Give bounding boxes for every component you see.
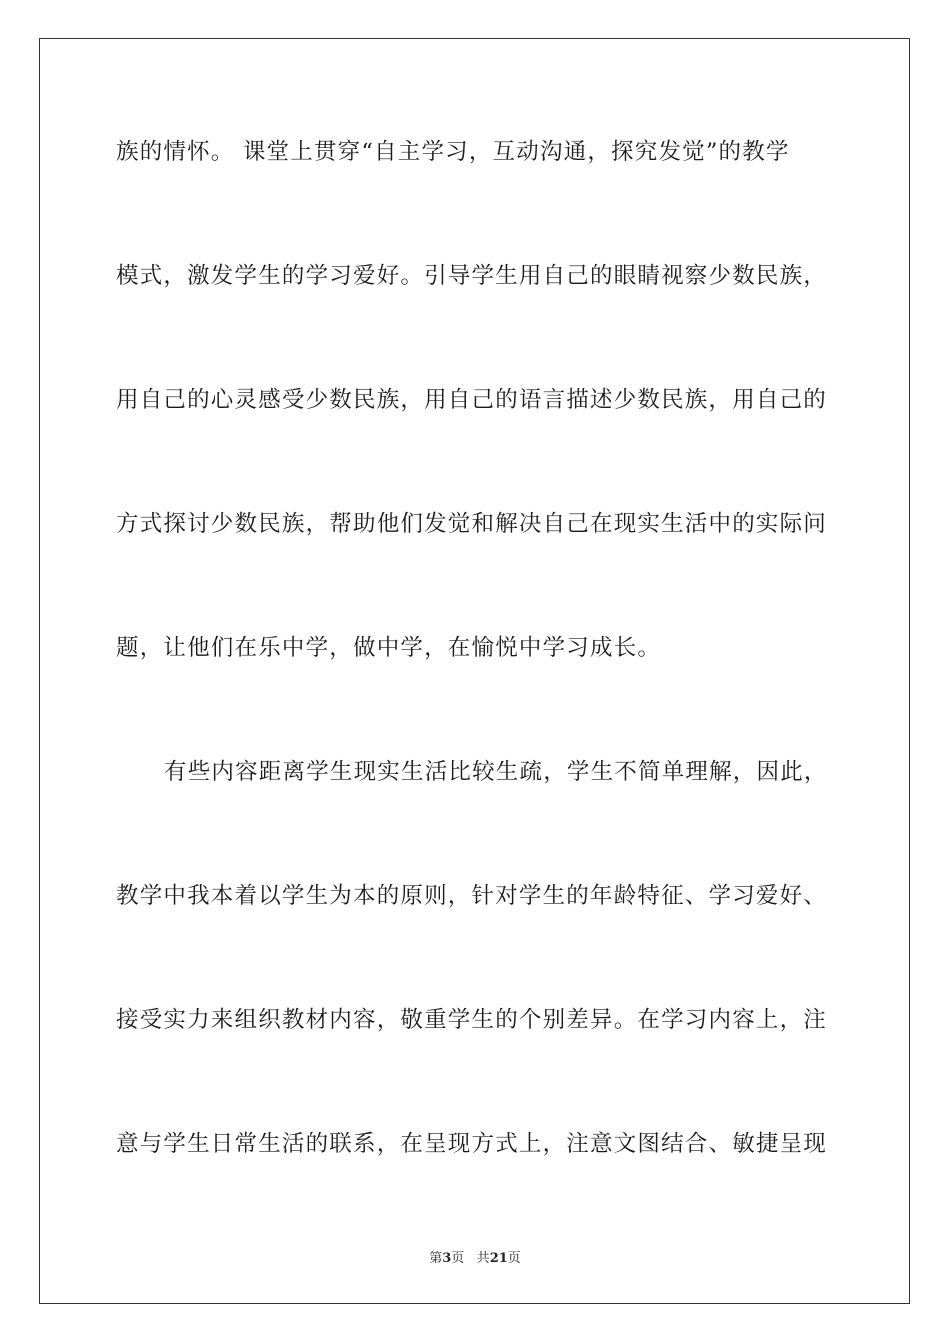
text-line: 方式探讨少数民族，帮助他们发觉和解决自己在现实生活中的实际问 [116, 511, 828, 537]
total-label-prefix: 共 [476, 1251, 490, 1266]
document-body [116, 128, 836, 1244]
paragraph-first-line: 有些内容距离学生现实生活比较生疏，学生不简单理解，因此， [164, 759, 828, 785]
text-line: 意与学生日常生活的联系，在呈现方式上，注意文图结合、敏捷呈现 [116, 1131, 828, 1157]
total-pages: 21 [489, 1251, 508, 1266]
page-number: 3 [442, 1251, 452, 1266]
page-footer [0, 1247, 950, 1266]
page-label-suffix: 页 [451, 1251, 465, 1266]
text-line: 族的情怀。 课堂上贯穿“自主学习，互动沟通，探究发觉”的教学 [116, 139, 790, 165]
text-line: 接受实力来组织教材内容，敬重学生的个别差异。在学习内容上，注 [116, 1007, 828, 1033]
page-label-prefix: 第 [429, 1251, 443, 1266]
total-label-suffix: 页 [507, 1251, 521, 1266]
text-line: 题，让他们在乐中学，做中学，在愉悦中学习成长。 [116, 635, 662, 661]
text-line: 模式，激发学生的学习爱好。引导学生用自己的眼睛视察少数民族， [116, 263, 828, 289]
text-line: 教学中我本着以学生为本的原则，针对学生的年龄特征、学习爱好、 [116, 883, 828, 909]
text-line: 用自己的心灵感受少数民族，用自己的语言描述少数民族，用自己的 [116, 387, 828, 413]
